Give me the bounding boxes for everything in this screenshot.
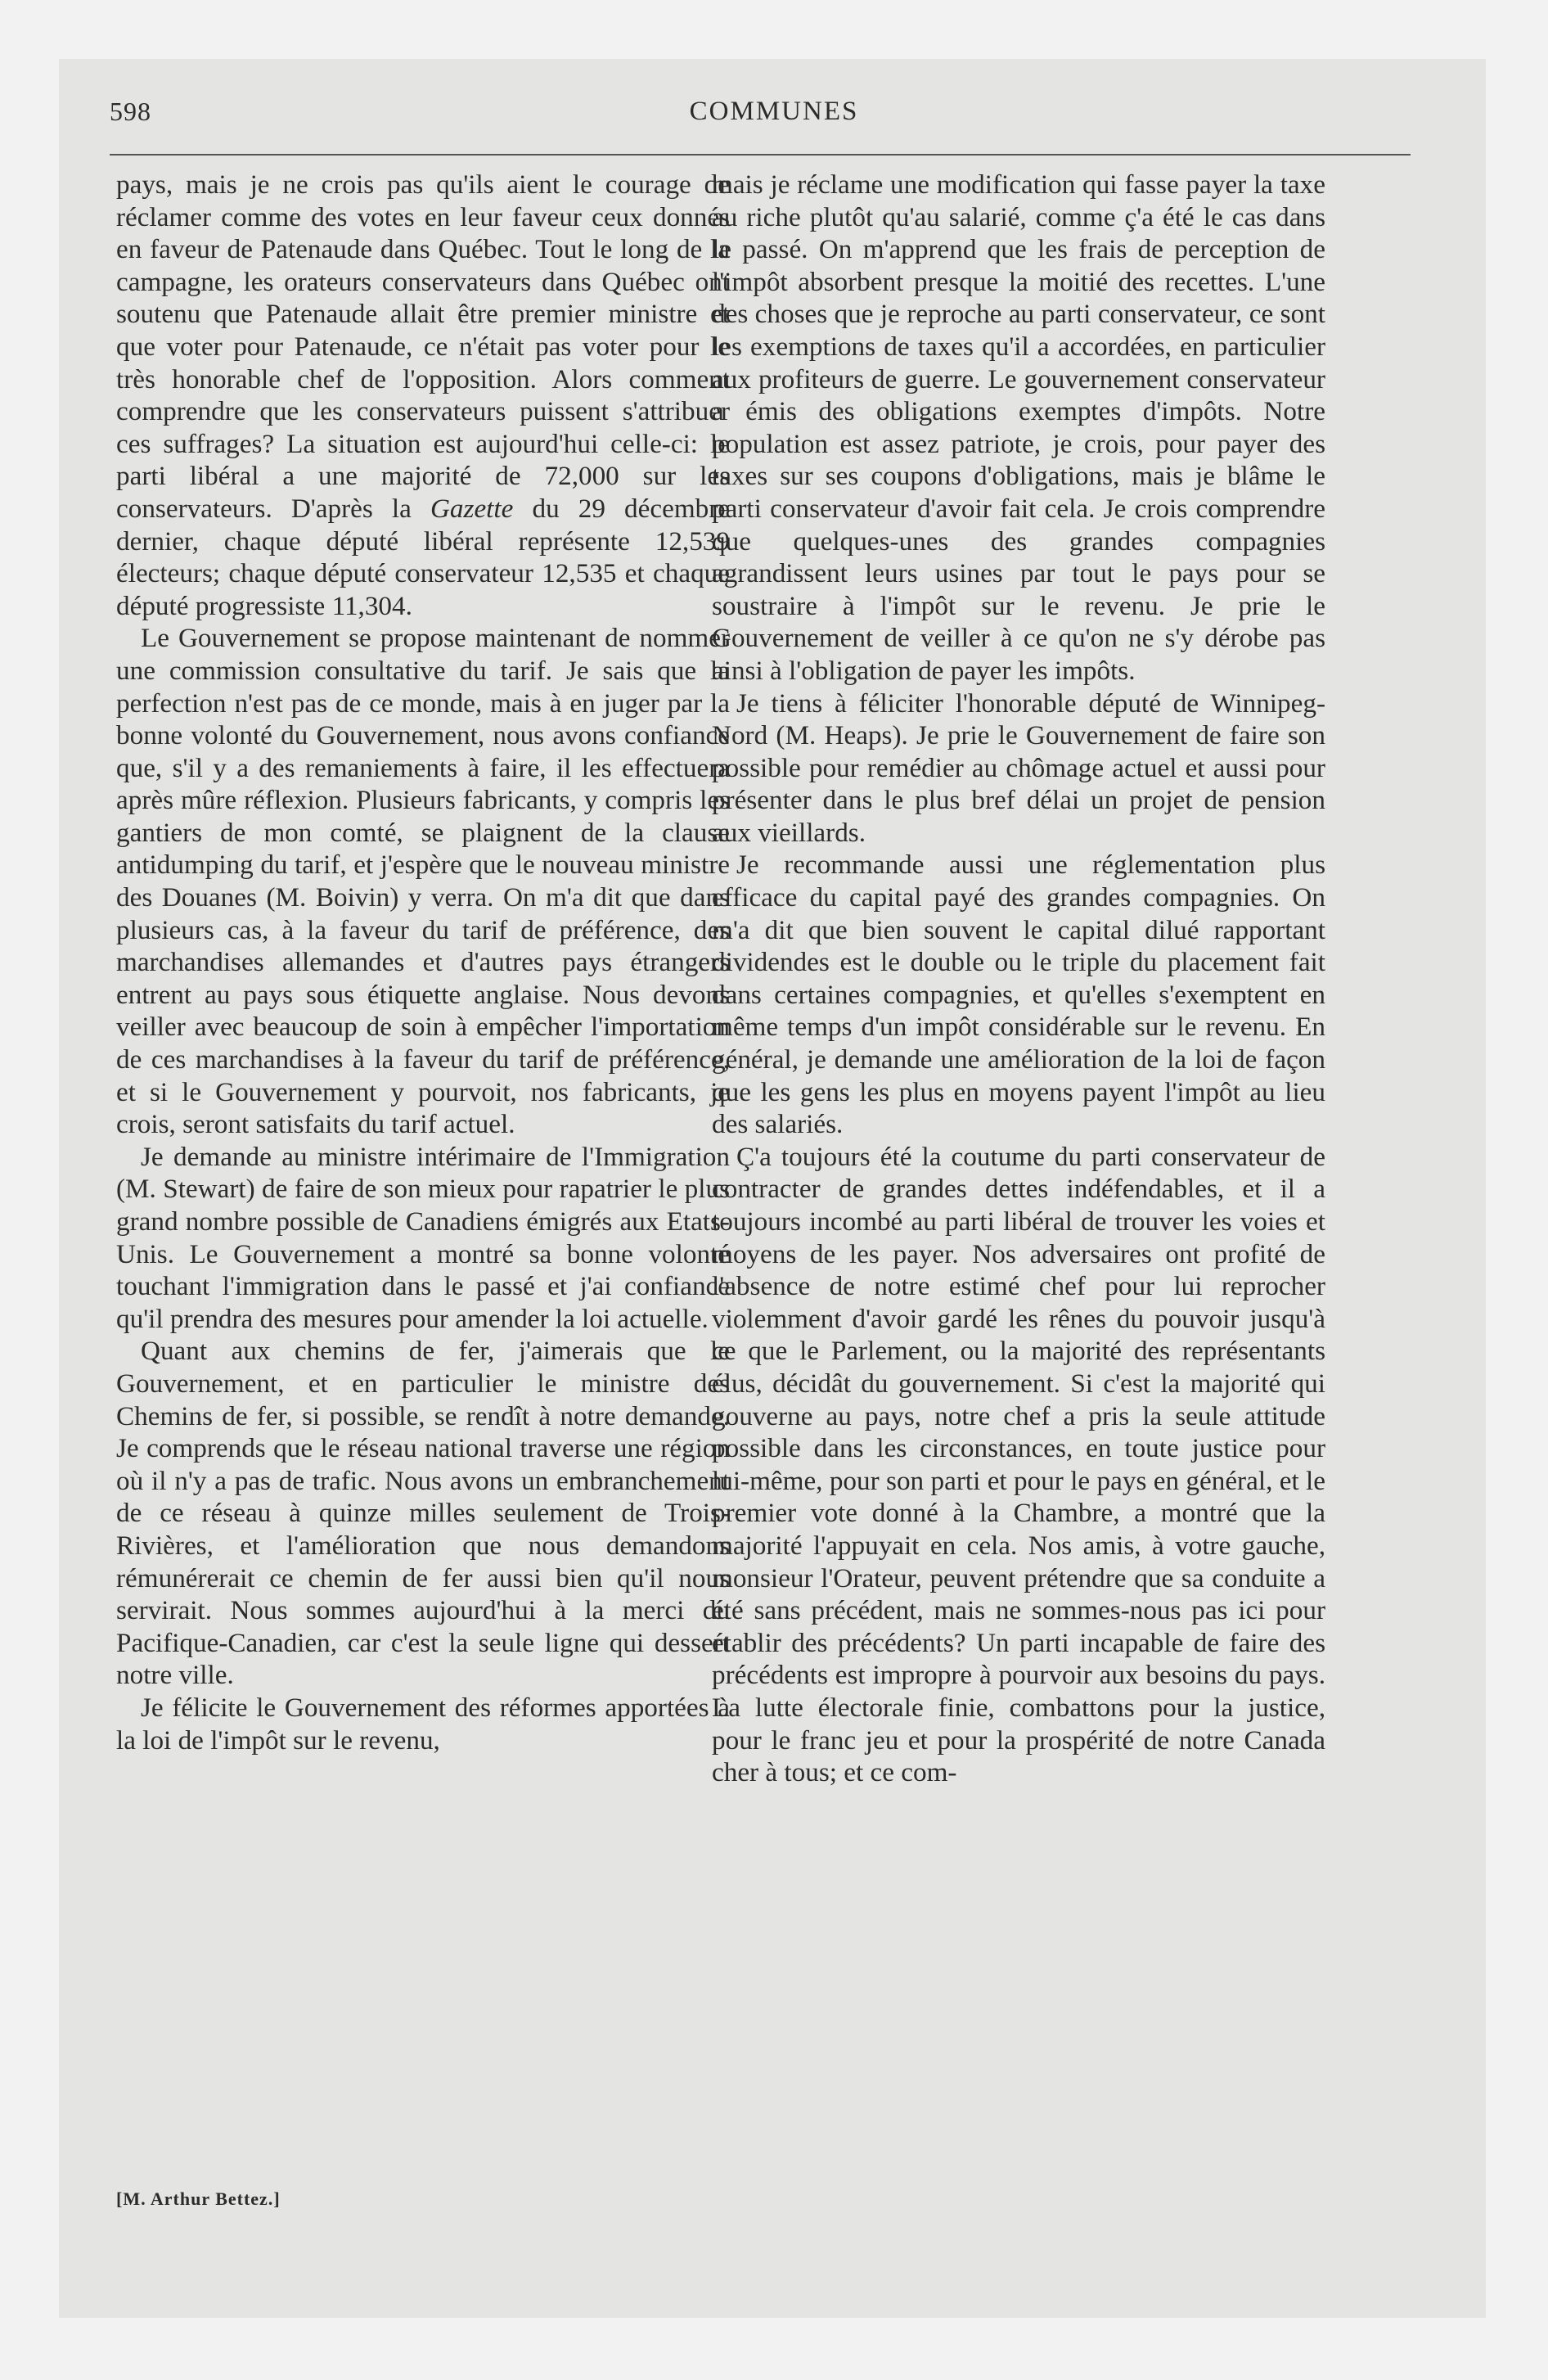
left-paragraph-1 — [116, 169, 730, 622]
left-column — [116, 169, 730, 1756]
gazette-title: Gazette — [430, 493, 514, 524]
right-column — [712, 169, 1325, 1789]
left-paragraph-1-tail: du 29 décembre dernier, chaque député libéral représente 12,539 électeurs; chaque député conservateur 12,535 et chaque député progressiste 11,304. — [116, 493, 731, 621]
page-header-title: COMMUNES — [689, 97, 859, 126]
right-paragraph-3: Je recommande aussi une réglementation plus efficace du capital payé des grandes compagnies. On m'a dit que bien souvent le capital dilué rapportant dividendes est le double ou le triple du placement fait dans certaines compagnies, et qu'elles s'exemptent en même temps d'un impôt considérable sur le revenu. En général, je demande une amélioration de la loi de façon que les gens les plus en moyens payent l'impôt au lieu des salariés. — [712, 850, 1325, 1140]
left-paragraph-2: Le Gouvernement se propose maintenant de nommer une commission consultative du tarif. Je sais que la perfection n'est pas de ce monde, mais à en juger par la bonne volonté du Gouvernement, nous avons confiance que, s'il y a des remaniements à faire, il les effectuera après mûre réflexion. Plusieurs fabricants, y compris les gantiers de mon comté, se plaignent de la clause antidumping du tarif, et j'espère que le nouveau ministre des Douanes (M. Boivin) y verra. On m'a dit que dans plusieurs cas, à la faveur du tarif de préférence, des marchandises allemandes et d'autres pays étrangers entrent au pays sous étiquette anglaise. Nous devons veiller avec beaucoup de soin à empêcher l'importation de ces marchandises à la faveur du tarif de préférence, et si le Gouvernement y pourvoit, nos fabricants, je crois, seront satisfaits du tarif actuel. — [116, 623, 730, 1140]
left-paragraph-3: Je demande au ministre intérimaire de l'Immigration (M. Stewart) de faire de son mieux pour rapatrier le plus grand nombre possible de Canadiens émigrés aux Etats-Unis. Le Gouvernement a montré sa bonne volonté touchant l'immigration dans le passé et j'ai confiance qu'il prendra des mesures pour amender la loi actuelle. — [116, 1141, 730, 1334]
left-paragraph-1-text: pays, mais je ne crois pas qu'ils aient le courage de réclamer comme des votes en leur faveur ceux donnés en faveur de Patenaude dans Québec. Tout le long de la campagne, les orateurs conservateurs dans Québec ont soutenu que Patenaude allait être premier ministre et que voter pour Patenaude, ce n'était pas voter pour le très honorable chef de l'opposition. Alors comment comprendre que les conservateurs puissent s'attribuer ces suffrages? La situation est aujourd'hui celle-ci: le parti libéral a une majorité de 72,000 sur les conservateurs. D'après la — [116, 169, 730, 524]
page-number: 598 — [110, 97, 151, 126]
left-paragraph-5: Je félicite le Gouvernement des réformes apportées à la loi de l'impôt sur le revenu, — [116, 1692, 730, 1756]
left-paragraph-4: Quant aux chemins de fer, j'aimerais que le Gouvernement, et en particulier le ministre des Chemins de fer, si possible, se rendît à notre demande. Je comprends que le réseau national traverse une région où il n'y a pas de trafic. Nous avons un embranchement de ce réseau à quinze milles seulement de Trois-Rivières, et l'amélioration que nous demandons rémunérerait ce chemin de fer aussi bien qu'il nous servirait. Nous sommes aujourd'hui à la merci du Pacifique-Canadien, car c'est la seule ligne qui dessert notre ville. — [116, 1336, 730, 1691]
header-rule — [110, 154, 1411, 156]
right-paragraph-1: mais je réclame une modification qui fasse payer la taxe au riche plutôt qu'au salarié, comme ç'a été le cas dans le passé. On m'apprend que les frais de perception de l'impôt absorbent presque la moitié des recettes. L'une des choses que je reproche au parti conservateur, ce sont les exemptions de taxes qu'il a accordées, en particulier aux profiteurs de guerre. Le gouvernement conservateur a émis des obligations exemptes d'impôts. Notre population est assez patriote, je crois, pour payer des taxes sur ses coupons d'obligations, mais je blâme le parti conservateur d'avoir fait cela. Je crois comprendre que quelques-unes des grandes compagnies agrandissent leurs usines par tout le pays pour se soustraire à l'impôt sur le revenu. Je prie le Gouvernement de veiller à ce qu'on ne s'y dérobe pas ainsi à l'obligation de payer les impôts. — [712, 169, 1325, 686]
right-paragraph-2: Je tiens à féliciter l'honorable député de Winnipeg-Nord (M. Heaps). Je prie le Gouvernement de faire son possible pour remédier au chômage actuel et aussi pour présenter dans le plus bref délai un projet de pension aux vieillards. — [712, 687, 1325, 848]
running-head — [0, 97, 1548, 146]
right-paragraph-4: Ç'a toujours été la coutume du parti conservateur de contracter de grandes dettes indéfendables, et il a toujours incombé au parti libéral de trouver les voies et moyens de les payer. Nos adversaires ont profité de l'absence de notre estimé chef pour lui reprocher violemment d'avoir gardé les rênes du pouvoir jusqu'à ce que le Parlement, ou la majorité des représentants élus, décidât du gouvernement. Si c'est la majorité qui gouverne au pays, notre chef a pris la seule attitude possible dans les circonstances, en toute justice pour lui-même, pour son parti et pour le pays en général, et le premier vote donné à la Chambre, a montré que la majorité l'appuyait en cela. Nos amis, à votre gauche, monsieur l'Orateur, peuvent prétendre que sa conduite a été sans précédent, mais ne sommes-nous pas ici pour établir des précédents? Un parti incapable de faire des précédents est impropre à pourvoir aux besoins du pays. La lutte électorale finie, combattons pour la justice, pour le franc jeu et pour la prospérité de notre Canada cher à tous; et ce com- — [712, 1141, 1325, 1788]
speaker-attribution: [M. Arthur Bettez.] — [116, 2188, 281, 2209]
